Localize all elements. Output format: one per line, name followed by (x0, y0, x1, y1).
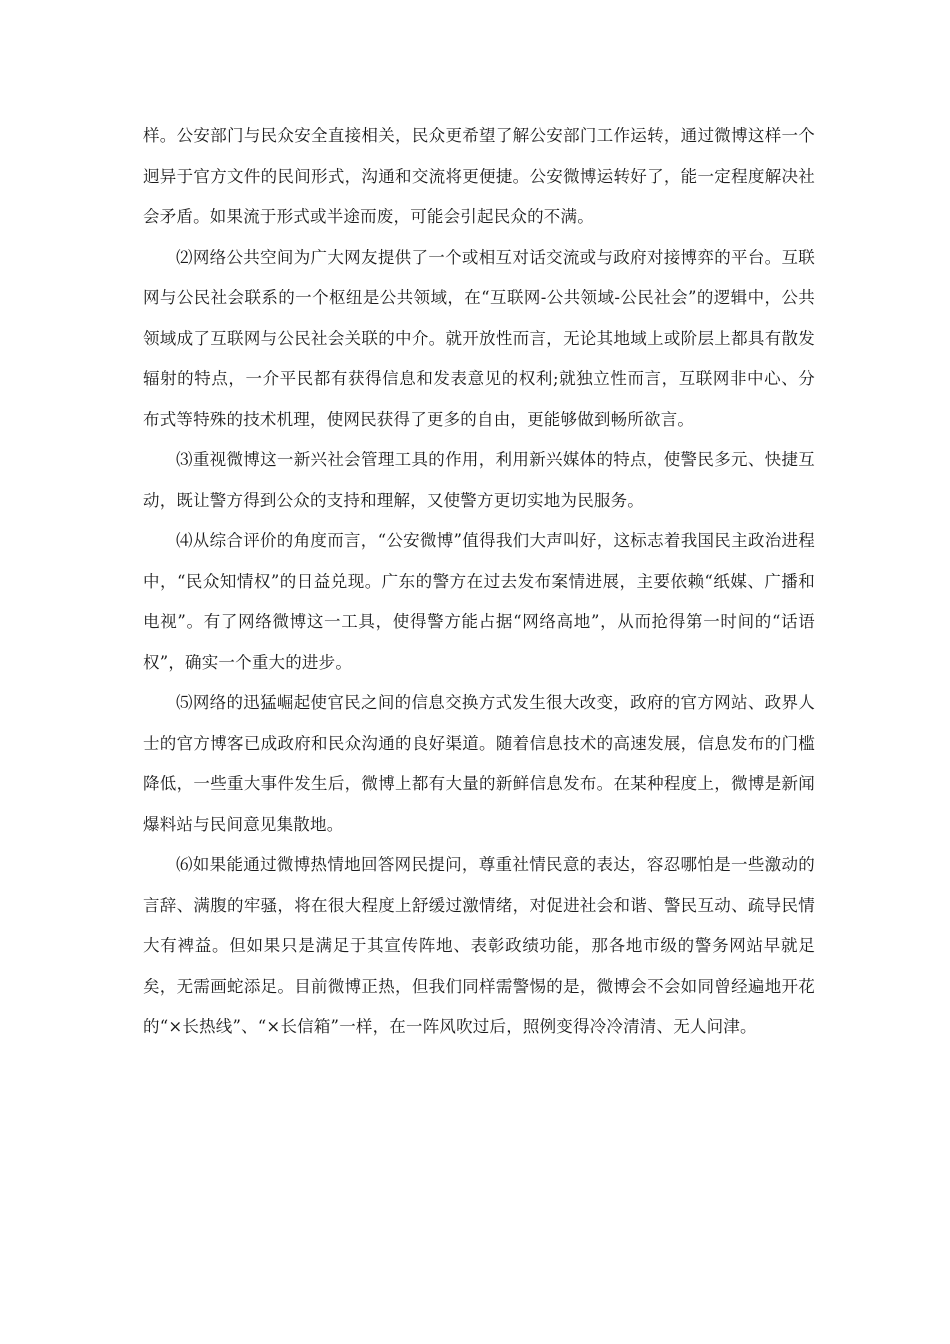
document-page (143, 116, 815, 1048)
paragraph-3: ⑶重视微博这一新兴社会管理工具的作用，利用新兴媒体的特点，使警民多元、快捷互动，既让警方得到公众的支持和理解，又使警方更切实地为民服务。 (143, 450, 815, 510)
paragraph-5: ⑸网络的迅猛崛起使官民之间的信息交换方式发生很大改变，政府的官方网站、政界人士的官方博客已成政府和民众沟通的良好渠道。随着信息技术的高速发展，信息发布的门槛降低，一些重大事件发生后，微博上都有大量的新鲜信息发布。在某种程度上，微博是新闻爆料站与民间意见集散地。 (143, 693, 815, 834)
paragraph-4: ⑷从综合评价的角度而言，“公安微博”值得我们大声叫好，这标志着我国民主政治进程中，“民众知情权”的日益兑现。广东的警方在过去发布案情进展，主要依赖“纸媒、广播和电视”。有了网络微博这一工具，使得警方能占据“网络高地”，从而抢得第一时间的“话语权”，确实一个重大的进步。 (143, 531, 815, 672)
paragraph-6: ⑹如果能通过微博热情地回答网民提问，尊重社情民意的表达，容忍哪怕是一些激动的言辞、满腹的牢骚，将在很大程度上舒缓过激情绪，对促进社会和谐、警民互动、疏导民情大有裨益。但如果只是满足于其宣传阵地、表彰政绩功能，那各地市级的警务网站早就足矣，无需画蛇添足。目前微博正热，但我们同样需警惕的是，微博会不会如同曾经遍地开花的“×长热线”、“×长信箱”一样，在一阵风吹过后，照例变得冷冷清清、无人问津。 (143, 855, 815, 1036)
paragraph-2: ⑵网络公共空间为广大网友提供了一个或相互对话交流或与政府对接博弈的平台。互联网与公民社会联系的一个枢纽是公共领域，在“互联网-公共领域-公民社会”的逻辑中，公共领域成了互联网与公民社会关联的中介。就开放性而言，无论其地域上或阶层上都具有散发辐射的特点，一介平民都有获得信息和发表意见的权利;就独立性而言，互联网非中心、分布式等特殊的技术机理，使网民获得了更多的自由，更能够做到畅所欲言。 (143, 247, 815, 429)
paragraph-continuation: 样。公安部门与民众安全直接相关，民众更希望了解公安部门工作运转，通过微博这样一个迥异于官方文件的民间形式，沟通和交流将更便捷。公安微博运转好了，能一定程度解决社会矛盾。如果流于形式或半途而废，可能会引起民众的不满。 (143, 126, 815, 226)
